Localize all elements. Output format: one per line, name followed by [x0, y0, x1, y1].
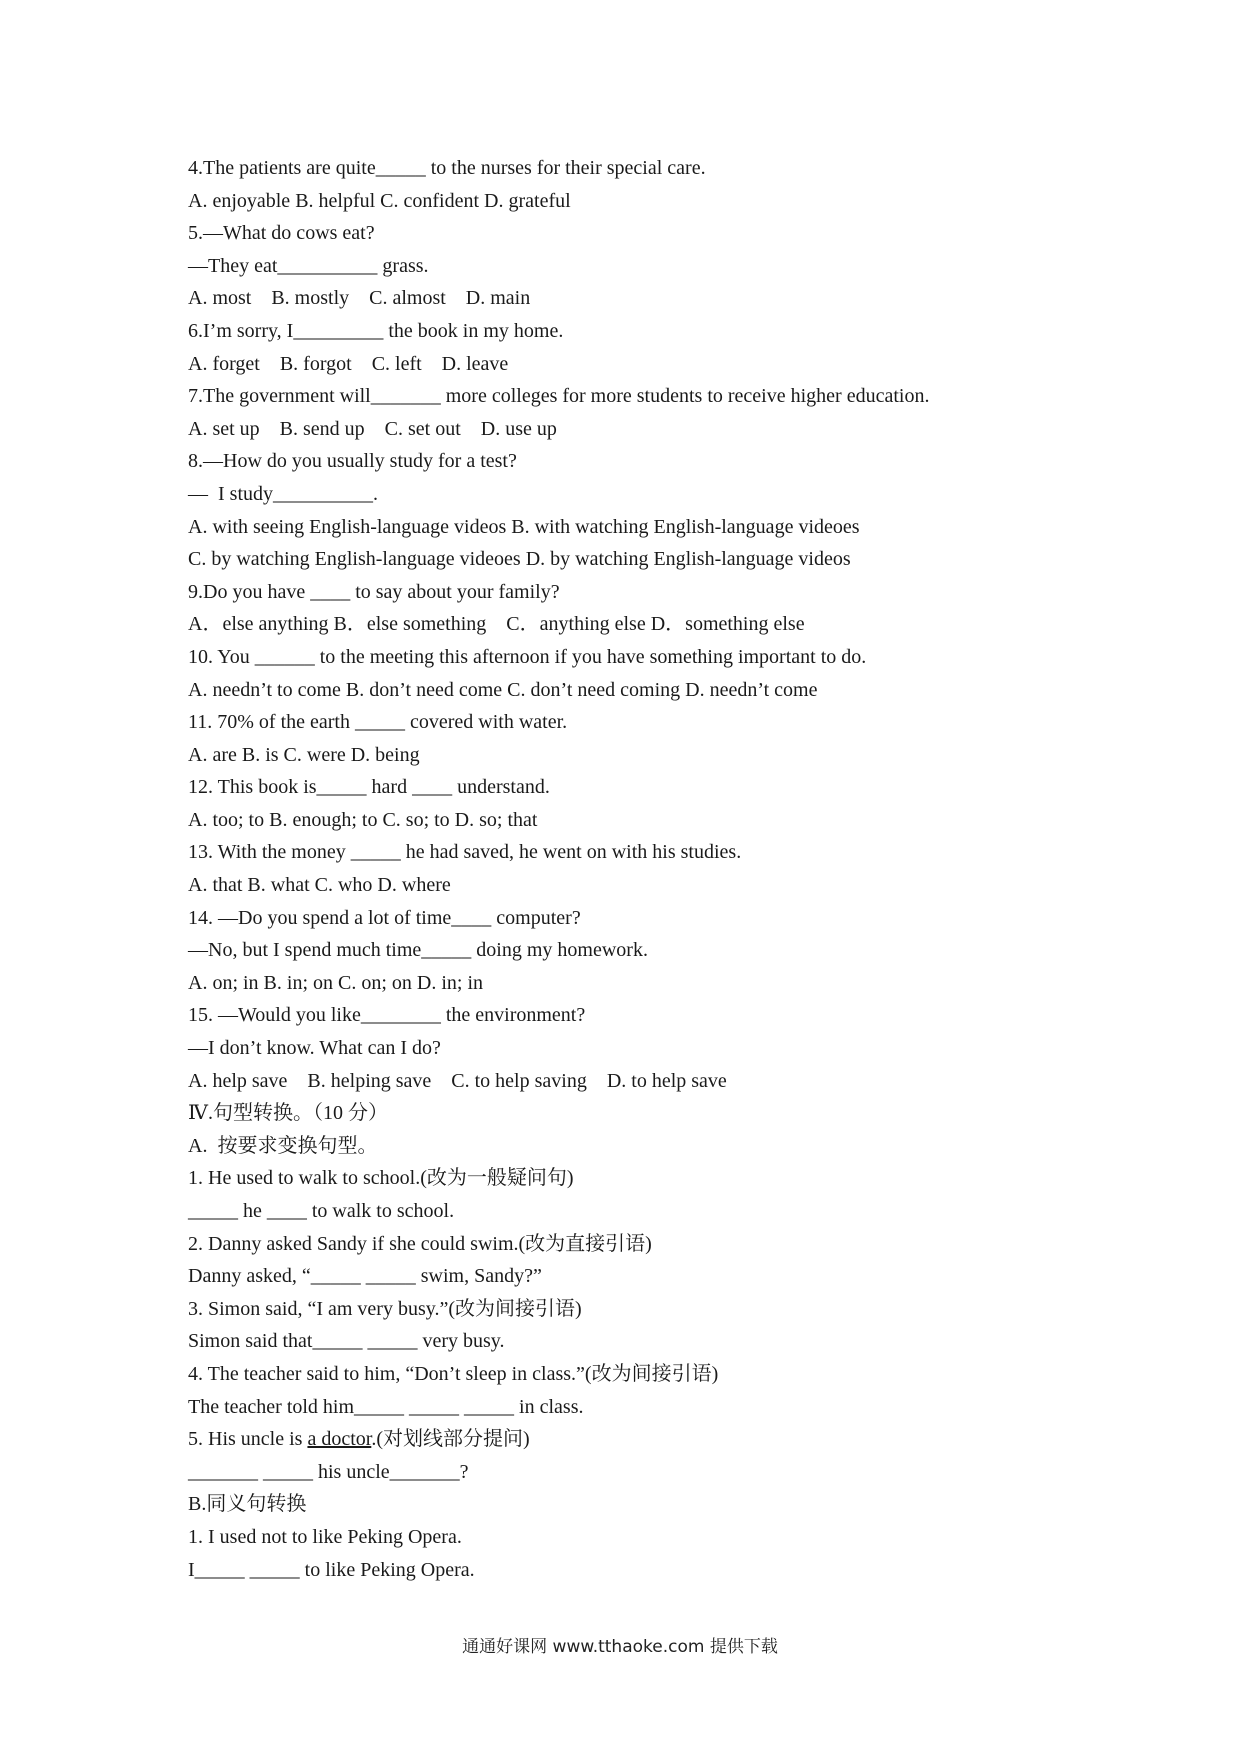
section-a-heading: A. 按要求变换句型。 — [188, 1134, 378, 1157]
question-11: 11. 70% of the earth _____ covered with water. — [188, 711, 568, 734]
transform-3-answer: Simon said that_____ _____ very busy. — [188, 1330, 505, 1353]
question-7-options: A. set up B. send up C. set out D. use up — [188, 417, 557, 440]
question-8-options-ab: A. with seeing English-language videos B. with watching English-language videoes — [188, 515, 860, 538]
synonym-1-answer: I_____ _____ to like Peking Opera. — [188, 1558, 475, 1581]
question-5: 5.—What do cows eat? — [188, 222, 375, 245]
transform-3: 3. Simon said, “I am very busy.”(改为间接引语) — [188, 1297, 582, 1320]
exercise-content — [188, 152, 1108, 1586]
transform-1-answer: _____ he ____ to walk to school. — [188, 1200, 455, 1222]
transform-2: 2. Danny asked Sandy if she could swim.(改为直接引语) — [188, 1232, 652, 1255]
question-12-options: A. too; to B. enough; to C. so; to D. so; that — [188, 808, 538, 831]
transform-1: 1. He used to walk to school.(改为一般疑问句) — [188, 1167, 574, 1190]
question-15: 15. —Would you like________ the environment? — [188, 1004, 586, 1027]
footer-credit: 通通好课网 www.tthaoke.com 提供下载 — [462, 1637, 778, 1657]
question-6: 6.I’m sorry, I_________ the book in my home. — [188, 319, 564, 342]
question-9-options: A．else anything B．else something C．anything else D．something else — [188, 613, 805, 636]
question-15-answer-line: —I don’t know. What can I do? — [188, 1037, 441, 1060]
transform-5 — [188, 1423, 1108, 1456]
transform-5-suffix: .(对划线部分提问) — [371, 1428, 530, 1451]
transform-2-answer: Danny asked, “_____ _____ swim, Sandy?” — [188, 1265, 542, 1288]
question-5-options: A. most B. mostly C. almost D. main — [188, 287, 531, 310]
question-12: 12. This book is_____ hard ____ understand. — [188, 776, 550, 799]
question-14: 14. —Do you spend a lot of time____ computer? — [188, 906, 581, 929]
question-14-answer-line: —No, but I spend much time_____ doing my homework. — [188, 939, 648, 962]
question-13: 13. With the money _____ he had saved, he went on with his studies. — [188, 841, 742, 864]
question-7: 7.The government will_______ more colleges for more students to receive higher education. — [188, 385, 930, 408]
transform-5-prefix: 5. His uncle is — [188, 1428, 308, 1451]
question-4: 4.The patients are quite_____ to the nurses for their special care. — [188, 157, 706, 179]
question-15-options: A. help save B. helping save C. to help saving D. to help save — [188, 1069, 727, 1092]
transform-5-answer: _______ _____ his uncle_______? — [188, 1460, 469, 1483]
question-8-options-cd: C. by watching English-language videoes D. by watching English-language videos — [188, 548, 851, 571]
question-10: 10. You ______ to the meeting this afternoon if you have something important to do. — [188, 645, 867, 668]
transform-4-answer: The teacher told him_____ _____ _____ in class. — [188, 1395, 584, 1418]
question-10-options: A. needn’t to come B. don’t need come C. don’t need coming D. needn’t come — [188, 678, 818, 701]
question-14-options: A. on; in B. in; on C. on; on D. in; in — [188, 971, 484, 994]
question-8: 8.—How do you usually study for a test? — [188, 450, 517, 473]
question-5-answer-line: —They eat__________ grass. — [188, 254, 429, 277]
section-b-heading: B.同义句转换 — [188, 1493, 307, 1516]
question-8-answer-line: — I study__________. — [188, 482, 378, 505]
synonym-1: 1. I used not to like Peking Opera. — [188, 1525, 462, 1548]
question-6-options: A. forget B. forgot C. left D. leave — [188, 352, 509, 375]
question-11-options: A. are B. is C. were D. being — [188, 743, 420, 766]
underlined-phrase: a doctor — [307, 1428, 372, 1451]
section-iv-heading: Ⅳ.句型转换。（10 分） — [188, 1102, 388, 1125]
question-13-options: A. that B. what C. who D. where — [188, 874, 451, 897]
question-4-options: A. enjoyable B. helpful C. confident D. grateful — [188, 189, 571, 212]
transform-4: 4. The teacher said to him, “Don’t sleep in class.”(改为间接引语) — [188, 1362, 719, 1385]
question-9: 9.Do you have ____ to say about your family? — [188, 580, 560, 603]
